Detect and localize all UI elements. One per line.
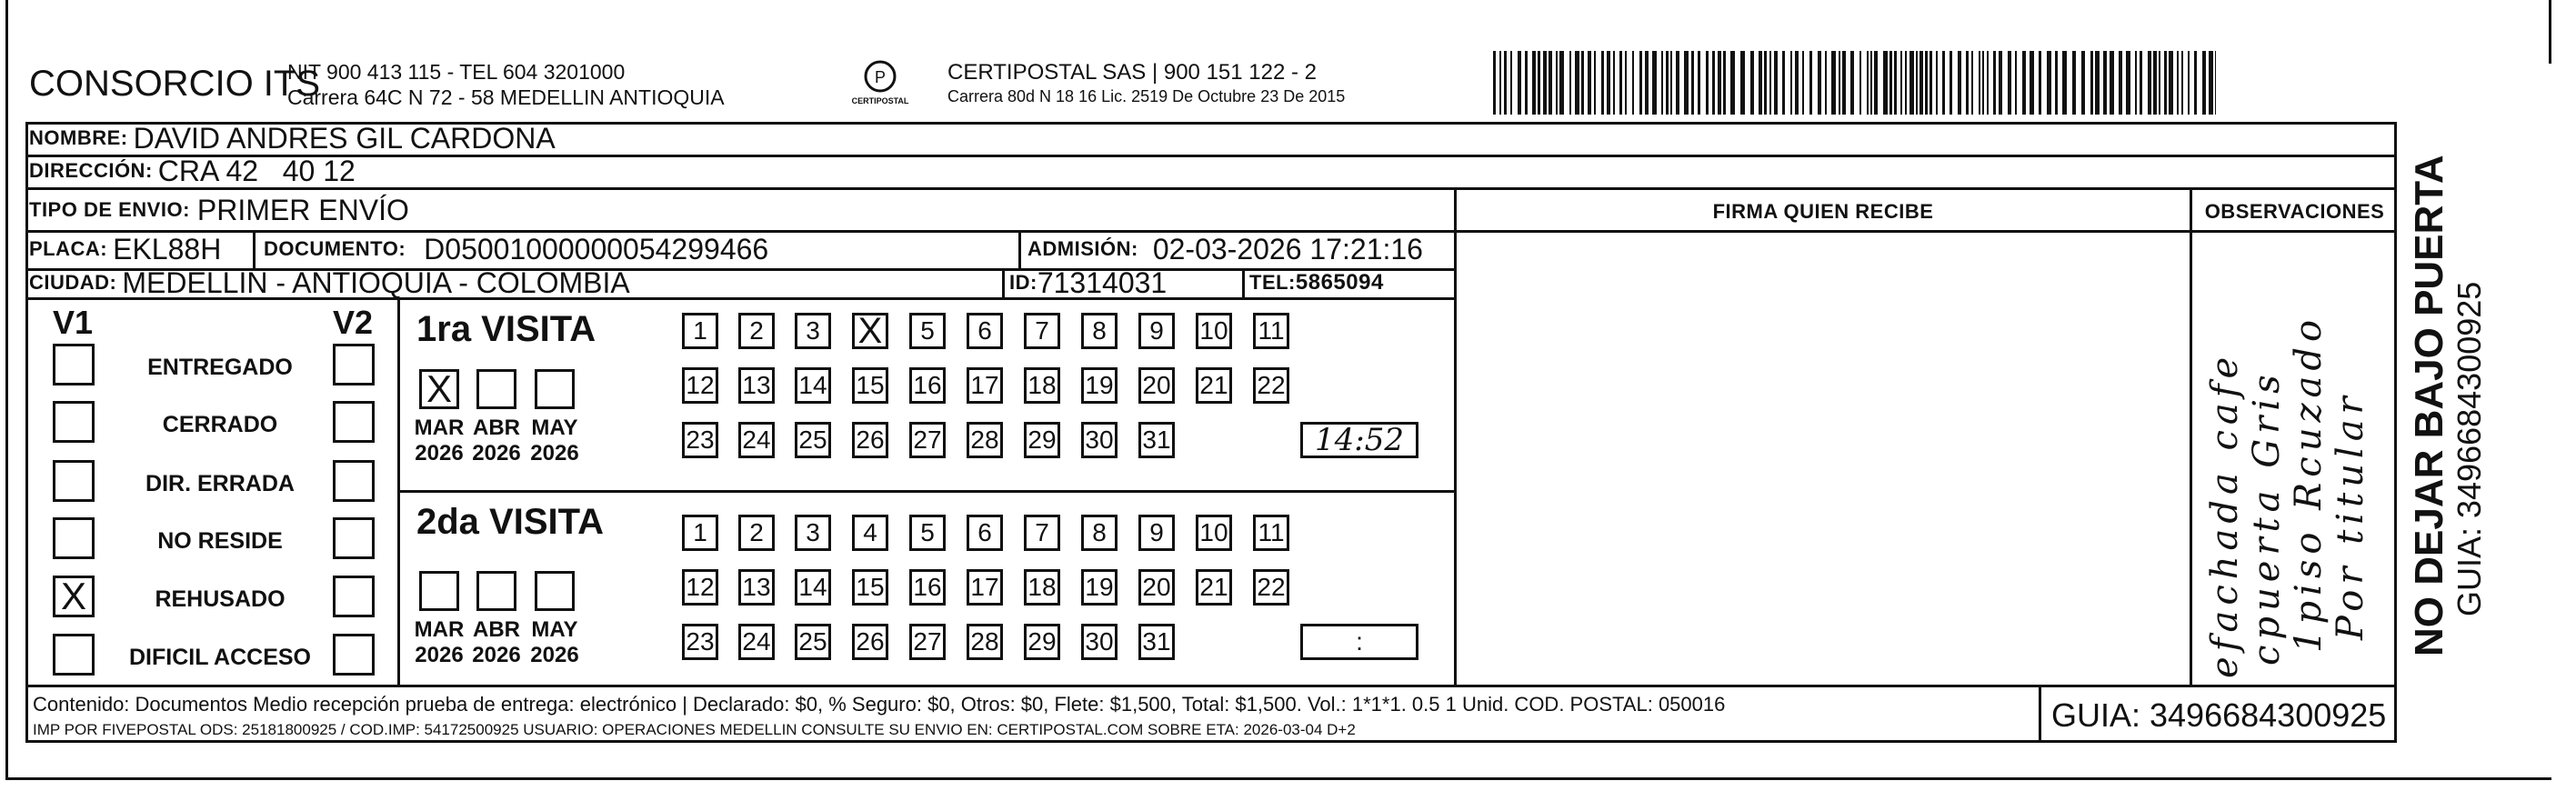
admision-row <box>1027 233 1423 265</box>
side-warning: NO DEJAR BAJO PUERTA <box>2407 155 2451 656</box>
v1-checkbox-3[interactable] <box>53 517 95 559</box>
second-visit-day-4[interactable]: 4 <box>852 515 888 551</box>
observation-line-0: efachada cafe <box>2204 351 2246 678</box>
first-visit-day-27[interactable]: 27 <box>909 422 946 458</box>
first-visit-month-checkbox-mar[interactable]: X <box>419 369 459 409</box>
v2-checkbox-3[interactable] <box>333 517 375 559</box>
tipo-row <box>29 194 409 226</box>
admision-label: ADMISIÓN: <box>1027 237 1138 260</box>
tel-row <box>1249 266 1384 299</box>
nombre-label: NOMBRE: <box>29 126 128 149</box>
v2-checkbox-5[interactable] <box>333 634 375 676</box>
v2-checkbox-2[interactable] <box>333 460 375 502</box>
ciudad-row <box>29 266 630 299</box>
first-visit-day-11[interactable]: 11 <box>1253 313 1289 349</box>
rule-firma-left <box>1454 187 1457 687</box>
first-visit-day-20[interactable]: 20 <box>1138 367 1175 404</box>
footer-line2: IMP POR FIVEPOSTAL ODS: 25181800925 / COD.IMP: 54172500925 USUARIO: OPERACIONES MEDELLIN CONSULTE SU ENVIO EN: CERTIPOSTAL.COM SOBRE ETA: 2026-03-04 D+2 <box>33 721 1356 738</box>
first-visit-day-13[interactable]: 13 <box>738 367 775 404</box>
direccion-row <box>29 155 356 187</box>
rule-guia-left <box>2039 685 2041 743</box>
firma-header: FIRMA QUIEN RECIBE <box>1712 200 1934 223</box>
page-right-edge <box>2549 0 2551 64</box>
carrier-line2: Carrera 80d N 18 16 Lic. 2519 De Octubre 23 De 2015 <box>947 87 1346 105</box>
second-visit-day-7[interactable]: 7 <box>1024 515 1060 551</box>
footer-line1: Contenido: Documentos Medio recepción prueba de entrega: electrónico | Declarado: $0, % Seguro: $0, Otros: $0, Flete: $1,500, Total: $1,500. Vol.: 1*1*1. 0.5 1 Unid. COD. POSTAL: 050016 <box>33 693 1726 716</box>
first-visit-day-28[interactable]: 28 <box>967 422 1003 458</box>
second-visit-year-label-may: 2026 <box>530 643 579 667</box>
first-visit-day-21[interactable]: 21 <box>1196 367 1232 404</box>
rule-id <box>1002 268 1005 299</box>
second-visit-day-25[interactable]: 25 <box>795 624 831 660</box>
first-visit-day-24[interactable]: 24 <box>738 422 775 458</box>
second-visit-day-15[interactable]: 15 <box>852 569 888 606</box>
v1-header: V1 <box>53 304 94 341</box>
second-visit-day-21[interactable]: 21 <box>1196 569 1232 606</box>
second-visit-title: 2da VISITA <box>416 502 604 542</box>
nombre-row <box>29 122 556 155</box>
company-name: CONSORCIO ITS <box>29 64 321 104</box>
second-visit-month-label-mar: MAR <box>414 617 465 642</box>
first-visit-year-label-may: 2026 <box>530 441 579 466</box>
documento-value: D05001000000054299466 <box>424 232 769 265</box>
placa-value: EKL88H <box>113 232 222 265</box>
tel-value: 5865094 <box>1295 270 1384 295</box>
second-visit-year-label-abr: 2026 <box>472 643 521 667</box>
first-visit-year-label-abr: 2026 <box>472 441 521 466</box>
first-visit-day-12[interactable]: 12 <box>682 367 718 404</box>
first-visit-day-15[interactable]: 15 <box>852 367 888 404</box>
first-visit-day-29[interactable]: 29 <box>1024 422 1060 458</box>
second-visit-day-9[interactable]: 9 <box>1138 515 1175 551</box>
second-visit-day-22[interactable]: 22 <box>1253 569 1289 606</box>
motive-label-1: CERRADO <box>162 412 278 437</box>
logo-text: CERTIPOSTAL <box>851 96 909 105</box>
second-visit-day-2[interactable]: 2 <box>738 515 775 551</box>
first-visit-day-9[interactable]: 9 <box>1138 313 1175 349</box>
v2-checkbox-0[interactable] <box>333 344 375 385</box>
first-visit-day-14[interactable]: 14 <box>795 367 831 404</box>
first-visit-day-31[interactable]: 31 <box>1138 422 1175 458</box>
second-visit-day-14[interactable]: 14 <box>795 569 831 606</box>
v2-header: V2 <box>333 304 374 341</box>
rule-obs-left <box>2190 187 2192 687</box>
rule-placa-doc <box>253 230 256 269</box>
tipo-value: PRIMER ENVÍO <box>196 193 409 226</box>
ciudad-value: MEDELLIN - ANTIOQUIA - COLOMBIA <box>122 265 630 299</box>
motive-label-5: DIFICIL ACCESO <box>128 645 311 670</box>
footer-guia: GUIA: 3496684300925 <box>2051 696 2387 734</box>
v1-checkbox-0[interactable] <box>53 344 95 385</box>
motive-label-4: REHUSADO <box>155 586 286 612</box>
company-nit-tel: NIT 900 413 115 - TEL 604 3201000 <box>287 60 626 84</box>
first-visit-day-18[interactable]: 18 <box>1024 367 1060 404</box>
observation-line-2: 1piso Rcuzado <box>2288 314 2330 653</box>
first-visit-day-17[interactable]: 17 <box>967 367 1003 404</box>
v2-checkbox-1[interactable] <box>333 401 375 443</box>
admision-value: 02-03-2026 17:21:16 <box>1152 232 1423 265</box>
second-visit-day-13[interactable]: 13 <box>738 569 775 606</box>
first-visit-day-23[interactable]: 23 <box>682 422 718 458</box>
second-visit-month-label-may: MAY <box>531 617 578 642</box>
first-visit-day-2[interactable]: 2 <box>738 313 775 349</box>
observation-line-3: Por titular <box>2330 391 2371 640</box>
svg-text:P: P <box>874 68 887 86</box>
first-visit-day-3[interactable]: 3 <box>795 313 831 349</box>
motive-label-3: NO RESIDE <box>157 528 283 554</box>
first-visit-day-30[interactable]: 30 <box>1081 422 1118 458</box>
v2-checkbox-4[interactable] <box>333 576 375 617</box>
observations-handwritten <box>2200 235 2391 684</box>
first-visit-day-25[interactable]: 25 <box>795 422 831 458</box>
first-visit-day-5[interactable]: 5 <box>909 313 946 349</box>
ciudad-label: CIUDAD: <box>29 271 117 294</box>
first-visit-day-10[interactable]: 10 <box>1196 313 1232 349</box>
second-visit-day-30[interactable]: 30 <box>1081 624 1118 660</box>
nombre-value: DAVID ANDRES GIL CARDONA <box>133 121 556 155</box>
first-visit-day-7[interactable]: 7 <box>1024 313 1060 349</box>
second-visit-day-31[interactable]: 31 <box>1138 624 1175 660</box>
second-visit-day-18[interactable]: 18 <box>1024 569 1060 606</box>
second-visit-day-11[interactable]: 11 <box>1253 515 1289 551</box>
second-visit-day-17[interactable]: 17 <box>967 569 1003 606</box>
certipostal-logo <box>853 56 907 111</box>
second-visit-day-3[interactable]: 3 <box>795 515 831 551</box>
id-label: ID: <box>1009 271 1037 294</box>
second-visit-day-27[interactable]: 27 <box>909 624 946 660</box>
id-row <box>1009 266 1167 299</box>
direccion-value: CRA 42 40 12 <box>157 154 356 187</box>
tipo-label: TIPO DE ENVIO: <box>29 198 190 221</box>
side-guia: GUIA: 3496684300925 <box>2451 281 2488 616</box>
page-bottom-edge <box>5 777 2551 780</box>
rule-visit-split <box>400 490 1457 493</box>
motive-label-2: DIR. ERRADA <box>145 471 295 496</box>
v1-checkbox-4[interactable]: X <box>53 576 95 617</box>
first-visit-day-22[interactable]: 22 <box>1253 367 1289 404</box>
company-address: Carrera 64C N 72 - 58 MEDELLIN ANTIOQUIA <box>287 85 725 109</box>
placa-label: PLACA: <box>29 237 108 260</box>
first-visit-month-checkbox-may[interactable] <box>535 369 575 409</box>
first-visit-day-19[interactable]: 19 <box>1081 367 1118 404</box>
id-value: 71314031 <box>1037 265 1168 299</box>
documento-row <box>264 233 768 265</box>
first-visit-month-label-mar: MAR <box>414 416 465 440</box>
rule-admision <box>1018 230 1021 269</box>
second-visit-day-8[interactable]: 8 <box>1081 515 1118 551</box>
second-visit-time-field[interactable]: : <box>1300 624 1418 660</box>
tel-label: TEL: <box>1249 271 1296 294</box>
second-visit-month-checkbox-mar[interactable] <box>419 571 459 611</box>
first-visit-day-4[interactable]: X <box>852 313 888 349</box>
second-visit-day-24[interactable]: 24 <box>738 624 775 660</box>
first-visit-day-1[interactable]: 1 <box>682 313 718 349</box>
observation-line-1: cpuerta Gris <box>2246 369 2288 666</box>
first-visit-day-26[interactable]: 26 <box>852 422 888 458</box>
second-visit-month-checkbox-abr[interactable] <box>476 571 516 611</box>
rule-motives-right <box>397 297 400 686</box>
motive-label-0: ENTREGADO <box>147 355 293 380</box>
first-visit-day-6[interactable]: 6 <box>967 313 1003 349</box>
rule-tel <box>1242 268 1245 299</box>
second-visit-day-10[interactable]: 10 <box>1196 515 1232 551</box>
direccion-label: DIRECCIÓN: <box>29 159 153 182</box>
first-visit-month-checkbox-abr[interactable] <box>476 369 516 409</box>
first-visit-title: 1ra VISITA <box>416 309 596 349</box>
second-visit-month-checkbox-may[interactable] <box>535 571 575 611</box>
rule-direccion <box>25 187 2397 190</box>
second-visit-day-16[interactable]: 16 <box>909 569 946 606</box>
first-visit-month-label-abr: ABR <box>473 416 520 440</box>
v1-checkbox-1[interactable] <box>53 401 95 443</box>
second-visit-day-1[interactable]: 1 <box>682 515 718 551</box>
barcode <box>1493 51 2220 115</box>
second-visit-day-12[interactable]: 12 <box>682 569 718 606</box>
rule-obs-header <box>1457 230 2397 233</box>
carrier-line1: CERTIPOSTAL SAS | 900 151 122 - 2 <box>947 60 1317 85</box>
v1-checkbox-2[interactable] <box>53 460 95 502</box>
second-visit-month-label-abr: ABR <box>473 617 520 642</box>
second-visit-day-29[interactable]: 29 <box>1024 624 1060 660</box>
second-visit-day-26[interactable]: 26 <box>852 624 888 660</box>
first-visit-month-label-may: MAY <box>531 416 578 440</box>
second-visit-day-5[interactable]: 5 <box>909 515 946 551</box>
observaciones-header: OBSERVACIONES <box>2204 200 2385 223</box>
first-visit-time-field[interactable]: 14:52 <box>1300 422 1418 458</box>
second-visit-day-20[interactable]: 20 <box>1138 569 1175 606</box>
first-visit-day-8[interactable]: 8 <box>1081 313 1118 349</box>
page-left-edge <box>5 0 8 780</box>
placa-row <box>29 233 221 265</box>
first-visit-day-16[interactable]: 16 <box>909 367 946 404</box>
second-visit-day-28[interactable]: 28 <box>967 624 1003 660</box>
documento-label: DOCUMENTO: <box>264 237 406 260</box>
second-visit-day-19[interactable]: 19 <box>1081 569 1118 606</box>
side-text <box>2408 147 2488 656</box>
second-visit-day-23[interactable]: 23 <box>682 624 718 660</box>
v1-checkbox-5[interactable] <box>53 634 95 676</box>
first-visit-year-label-mar: 2026 <box>415 441 464 466</box>
second-visit-year-label-mar: 2026 <box>415 643 464 667</box>
second-visit-day-6[interactable]: 6 <box>967 515 1003 551</box>
